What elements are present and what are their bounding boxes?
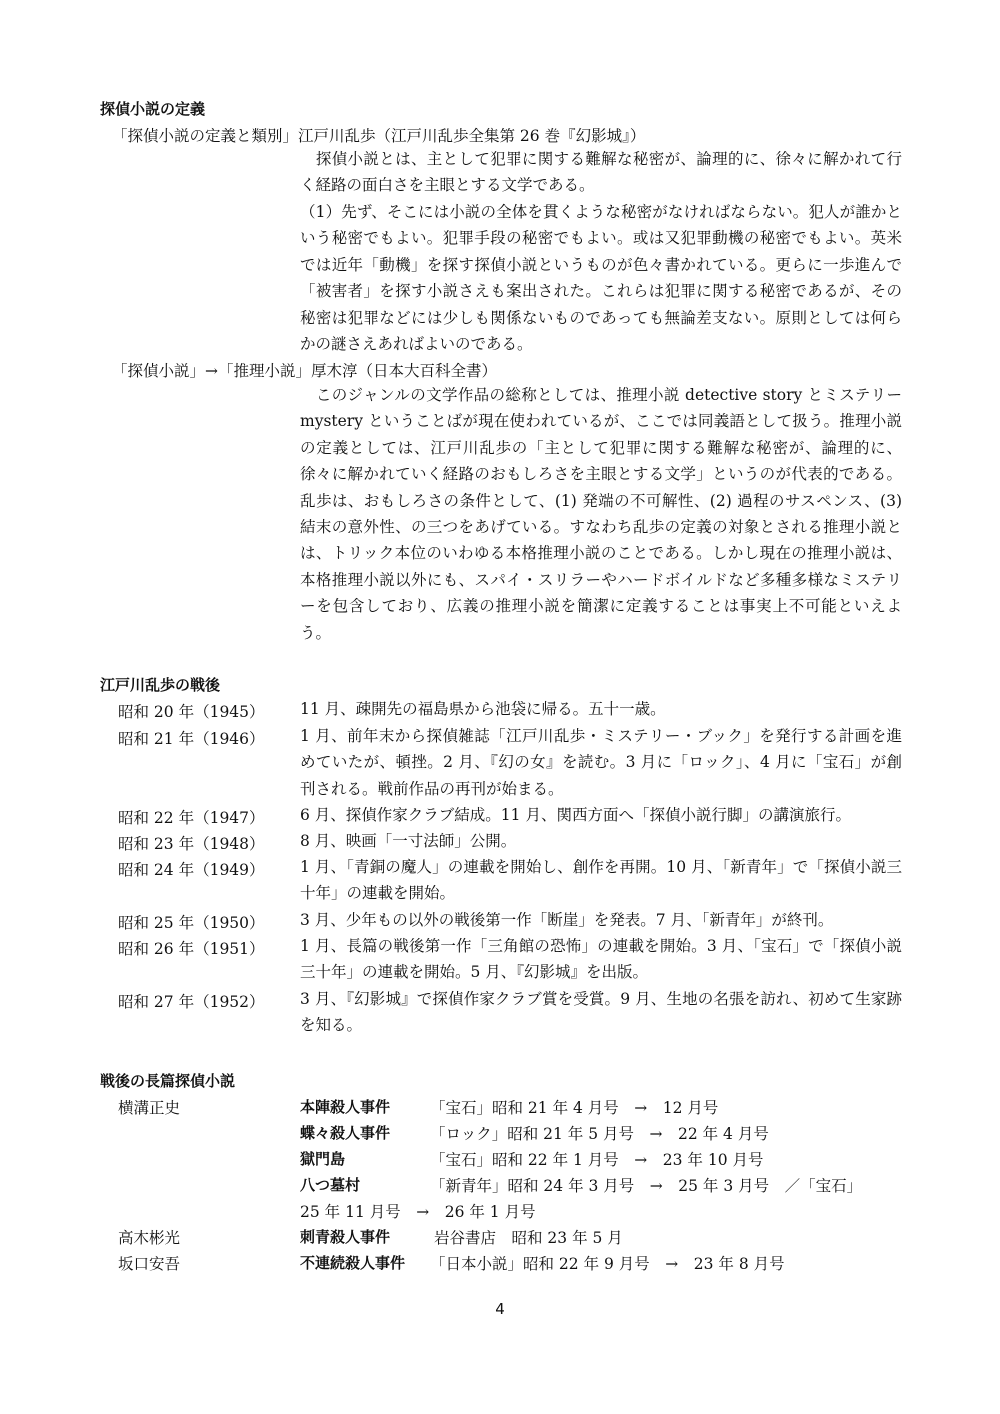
novel-title: 獄門島	[300, 1150, 346, 1168]
timeline-year: 昭和 27 年（1952）	[118, 993, 265, 1011]
source-citation-atsugi: 「探偵小説」→「推理小説」厚木淳（日本大百科全書）	[112, 362, 497, 380]
novel-title: 刺青殺人事件	[300, 1228, 391, 1246]
novel-publication-continued: 25 年 11 月号 → 26 年 1 月号	[300, 1203, 536, 1221]
timeline-year: 昭和 20 年（1945）	[118, 703, 265, 721]
timeline-year: 昭和 26 年（1951）	[118, 940, 265, 958]
novel-publication: 「日本小説」昭和 22 年 9 月号 → 23 年 8 月号	[430, 1255, 785, 1273]
novel-title: 本陣殺人事件	[300, 1098, 391, 1116]
timeline-event: 3 月、『幻影城』で探偵作家クラブ賞を受賞。9 月、生地の名張を訪れ、初めて生家跡を知る。	[300, 990, 902, 1035]
section-heading-definition: 探偵小説の定義	[100, 100, 206, 118]
timeline-year: 昭和 22 年（1947）	[118, 809, 265, 827]
author-name: 坂口安吾	[118, 1255, 181, 1273]
novel-title: 不連続殺人事件	[300, 1254, 406, 1272]
quote-secret-paragraph: （1）先ず、そこには小説の全体を貫くような秘密がなければならない。犯人が誰かという秘密でもよい。犯罪手段の秘密でもよい。或は又犯罪動機の秘密でもよい。英米では近年「動機」を探す探偵小説というものが色々書かれている。更らに一歩進んで「被害者」を探す小説さえも案出された。これらは犯罪に関する秘密であるが、その秘密は犯罪などには少しも関係ないものであっても無論差支ない。原則としては何らかの謎さえあればよいのである。	[300, 203, 902, 354]
timeline-year: 昭和 24 年（1949）	[118, 861, 265, 879]
section-heading-postwar: 江戸川乱歩の戦後	[100, 676, 221, 694]
novel-title: 蝶々殺人事件	[300, 1124, 391, 1142]
novel-title: 八つ墓村	[300, 1176, 361, 1194]
novel-publication: 岩谷書店 昭和 23 年 5 月	[434, 1229, 623, 1247]
timeline-event: 1 月、前年末から探偵雑誌「江戸川乱歩・ミステリー・ブック」を発行する計画を進めていたが、頓挫。2 月、『幻の女』を読む。3 月に「ロック」、4 月に「宝石」が創刊される。戦前作品の再刊が始まる。	[300, 727, 902, 798]
page-number: 4	[495, 1300, 505, 1318]
timeline-year: 昭和 21 年（1946）	[118, 730, 265, 748]
novel-publication: 「宝石」昭和 21 年 4 月号 → 12 月号	[430, 1099, 719, 1117]
timeline-event: 1 月、「青銅の魔人」の連載を開始し、創作を再開。10 月、「新青年」で「探偵小説三十年」の連載を開始。	[300, 858, 902, 903]
quote-definition-paragraph: 探偵小説とは、主として犯罪に関する難解な秘密が、論理的に、徐々に解かれて行く経路の面白さを主眼とする文学である。	[300, 150, 902, 195]
timeline-event: 8 月、映画「一寸法師」公開。	[300, 832, 517, 850]
quote-encyclopedia-paragraph: このジャンルの文学作品の総称としては、推理小説 detective story とミステリー mystery ということばが現在使われているが、ここでは同義語として扱う。推理小説の定義としては、江戸川乱歩の「主として犯罪に関する難解な秘密が、論理的に、徐々に解かれていく経路のおもしろさを主眼とする文学」というのが代表的である。乱歩は、おもしろさの条件として、(1) 発端の不可解性、(2) 過程のサスペンス、(3) 結末の意外性、の三つをあげている。すなわち乱歩の定義の対象とされる推理小説とは、トリック本位のいわゆる本格推理小説のことである。しかし現在の推理小説は、本格推理小説以外にも、スパイ・スリラーやハードボイルドなど多種多様なミステリーを包含しており、広義の推理小説を簡潔に定義することは事実上不可能といえよう。	[300, 386, 902, 642]
timeline-event: 3 月、少年もの以外の戦後第一作「断崖」を発表。7 月、「新青年」が終刊。	[300, 911, 834, 929]
timeline-event: 1 月、長篇の戦後第一作「三角館の恐怖」の連載を開始。3 月、「宝石」で「探偵小説三十年」の連載を開始。5 月、『幻影城』を出版。	[300, 937, 902, 982]
source-citation-rampo: 「探偵小説の定義と類別」江戸川乱歩（江戸川乱歩全集第 26 巻『幻影城』）	[112, 127, 646, 145]
novel-publication: 「宝石」昭和 22 年 1 月号 → 23 年 10 月号	[430, 1151, 764, 1169]
author-name: 横溝正史	[118, 1099, 181, 1117]
timeline-year: 昭和 23 年（1948）	[118, 835, 265, 853]
novel-publication: 「新青年」昭和 24 年 3 月号 → 25 年 3 月号 ／「宝石」	[430, 1177, 863, 1195]
timeline-event: 11 月、疎開先の福島県から池袋に帰る。五十一歳。	[300, 700, 666, 718]
timeline-event: 6 月、探偵作家クラブ結成。11 月、関西方面へ「探偵小説行脚」の講演旅行。	[300, 806, 851, 824]
author-name: 高木彬光	[118, 1229, 181, 1247]
timeline-year: 昭和 25 年（1950）	[118, 914, 265, 932]
section-heading-novels: 戦後の長篇探偵小説	[100, 1072, 236, 1090]
novel-publication: 「ロック」昭和 21 年 5 月号 → 22 年 4 月号	[430, 1125, 769, 1143]
